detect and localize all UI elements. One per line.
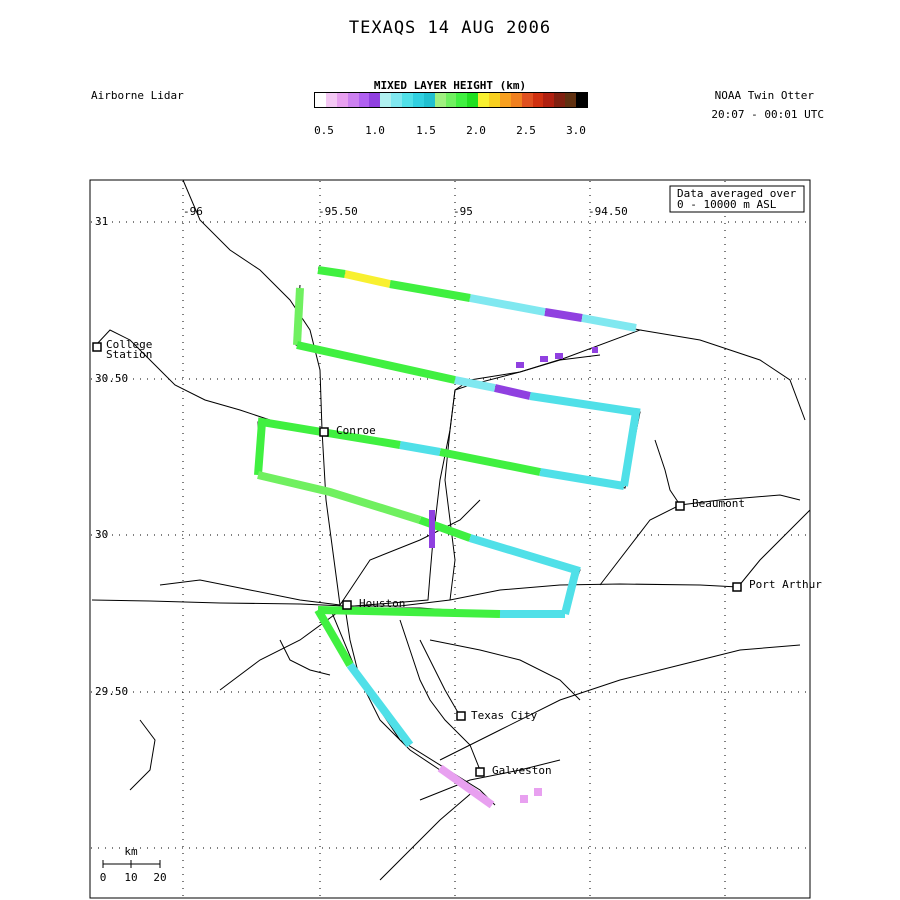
city-label: Conroe (336, 424, 376, 437)
city-label: College Station (106, 338, 153, 361)
city-label: Houston (359, 597, 406, 610)
city-marker-beaumont (676, 502, 684, 510)
lat-label: 30.50 (95, 372, 129, 385)
scale-unit: km (124, 845, 138, 858)
scale-tick: 10 (124, 871, 138, 884)
lon-label: -96 (183, 205, 203, 218)
city-marker-port-arthur (733, 583, 741, 591)
lon-label: -94.50 (588, 205, 628, 218)
city-label: Port Arthur (749, 578, 822, 591)
scale-tick: 20 (153, 871, 167, 884)
map-title: TEXAQS 14 AUG 2006 (348, 18, 552, 38)
lat-label: 29.50 (95, 685, 129, 698)
colorbar-tick: 2.5 (516, 124, 536, 137)
city-marker-college-station (93, 343, 101, 351)
lon-label: -95.50 (318, 205, 358, 218)
city-label: Texas City (471, 709, 538, 722)
map-frame (90, 180, 810, 898)
scale-tick: 0 (99, 871, 107, 884)
lon-label: -95 (453, 205, 473, 218)
data-note-line2: 0 - 10000 m ASL (677, 198, 777, 211)
city-label: Galveston (492, 764, 552, 777)
colorbar-title: MIXED LAYER HEIGHT (km) (373, 79, 527, 92)
city-marker-galveston (476, 768, 484, 776)
lat-label: 30 (95, 528, 109, 541)
aircraft-label: NOAA Twin Otter (714, 89, 814, 102)
colorbar-tick: 2.0 (466, 124, 486, 137)
city-marker-houston (343, 601, 351, 609)
colorbar-tick: 0.5 (314, 124, 334, 137)
city-marker-conroe (320, 428, 328, 436)
time-range-label: 20:07 - 00:01 UTC (711, 108, 824, 121)
colorbar-tick: 1.0 (365, 124, 385, 137)
city-label: Beaumont (692, 497, 745, 510)
city-marker-texas-city (457, 712, 465, 720)
data-note-line1: Data averaged over (677, 187, 797, 200)
instrument-label: Airborne Lidar (91, 89, 184, 102)
colorbar-tick: 3.0 (566, 124, 586, 137)
lat-label: 31 (95, 215, 109, 228)
colorbar-tick: 1.5 (416, 124, 436, 137)
